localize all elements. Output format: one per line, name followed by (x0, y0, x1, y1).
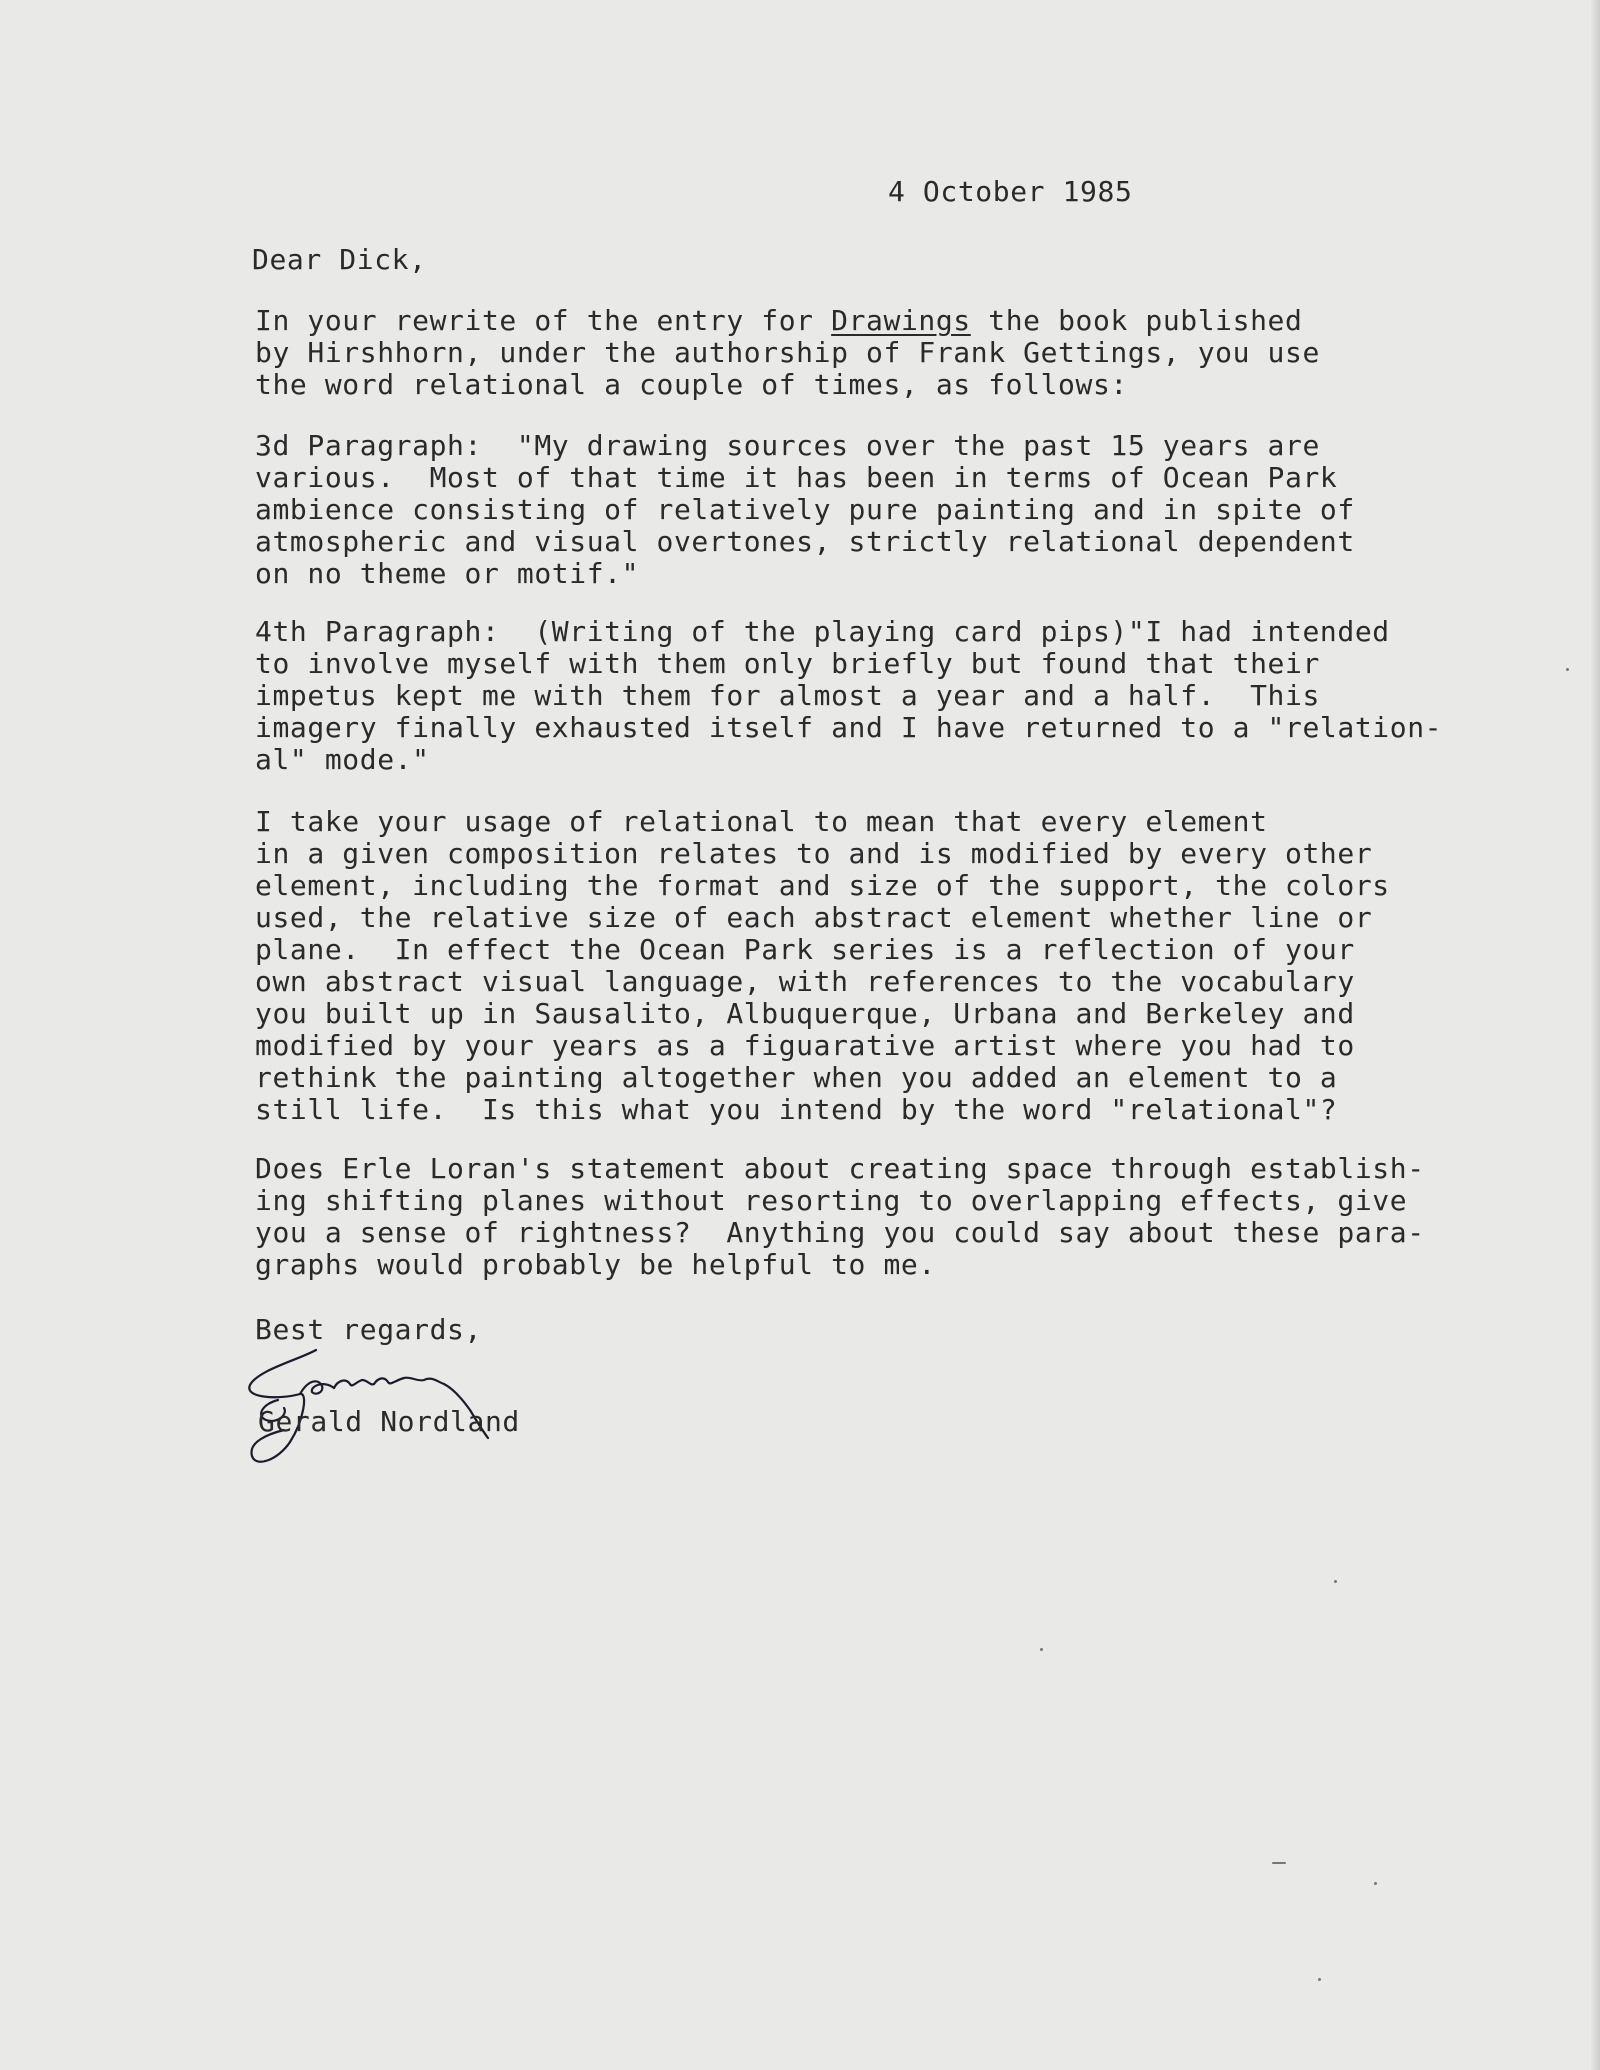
paragraph-line: atmospheric and visual overtones, strictly relational dependent (255, 525, 1355, 558)
paragraph-line: to involve myself with them only briefly but found that their (255, 647, 1320, 680)
paragraph-line: on no theme or motif." (255, 557, 640, 590)
paper-speck (1040, 1648, 1043, 1651)
page-edge-shadow (1590, 0, 1600, 2070)
paragraph-intro (255, 305, 1555, 401)
paper-speck (1334, 1580, 1337, 1583)
paragraph-question (255, 1153, 1555, 1281)
paragraph-line: own abstract visual language, with references to the vocabulary (255, 965, 1355, 998)
paper-speck (1318, 1978, 1321, 1981)
paragraph-line: imagery finally exhausted itself and I have returned to a "relation- (255, 711, 1443, 744)
salutation: Dear Dick, (252, 243, 427, 276)
signer-name: Gerald Nordland (258, 1405, 520, 1438)
paragraph-interpretation (255, 806, 1555, 1126)
paragraph-line: modified by your years as a figuarative artist where you had to (255, 1029, 1355, 1062)
paragraph-line: rethink the painting altogether when you added an element to a (255, 1061, 1338, 1094)
paragraph-line: the word relational a couple of times, as follows: (255, 368, 1128, 401)
paragraph-line: impetus kept me with them for almost a year and a half. This (255, 679, 1320, 712)
paragraph-line: I take your usage of relational to mean that every element (255, 805, 1268, 838)
paragraph-quote-4th (255, 616, 1555, 776)
paragraph-quote-3d (255, 430, 1555, 590)
book-title: Drawings (831, 304, 971, 337)
paragraph-line: element, including the format and size of the support, the colors (255, 869, 1390, 902)
paragraph-line: by Hirshhorn, under the authorship of Frank Gettings, you use (255, 336, 1320, 369)
paragraph-line: ambience consisting of relatively pure painting and in spite of (255, 493, 1355, 526)
paragraph-line: ing shifting planes without resorting to overlapping effects, give (255, 1184, 1408, 1217)
paragraph-line: still life. Is this what you intend by the word "relational"? (255, 1093, 1338, 1126)
paragraph-line: 3d Paragraph: "My drawing sources over the past 15 years are (255, 429, 1320, 462)
paper-speck (1374, 1882, 1377, 1885)
paragraph-line: various. Most of that time it has been in terms of Ocean Park (255, 461, 1338, 494)
letter-date: 4 October 1985 (888, 175, 1133, 208)
paragraph-line: plane. In effect the Ocean Park series is a reflection of your (255, 933, 1355, 966)
paragraph-line: Does Erle Loran's statement about creating space through establish- (255, 1152, 1425, 1185)
paragraph-line: al" mode." (255, 743, 430, 776)
paragraph-line: in a given composition relates to and is modified by every other (255, 837, 1373, 870)
closing: Best regards, (255, 1313, 482, 1346)
paragraph-line: graphs would probably be helpful to me. (255, 1248, 936, 1281)
paragraph-line: you built up in Sausalito, Albuquerque, Urbana and Berkeley and (255, 997, 1355, 1030)
paper-speck (1566, 668, 1569, 671)
paragraph-line: you a sense of rightness? Anything you could say about these para- (255, 1216, 1425, 1249)
paragraph-line: the book published (970, 304, 1303, 337)
paper-speck (1272, 1862, 1286, 1864)
paragraph-line: used, the relative size of each abstract element whether line or (255, 901, 1373, 934)
paragraph-line: In your rewrite of the entry for (255, 304, 832, 337)
paragraph-line: 4th Paragraph: (Writing of the playing card pips)"I had intended (255, 615, 1390, 648)
